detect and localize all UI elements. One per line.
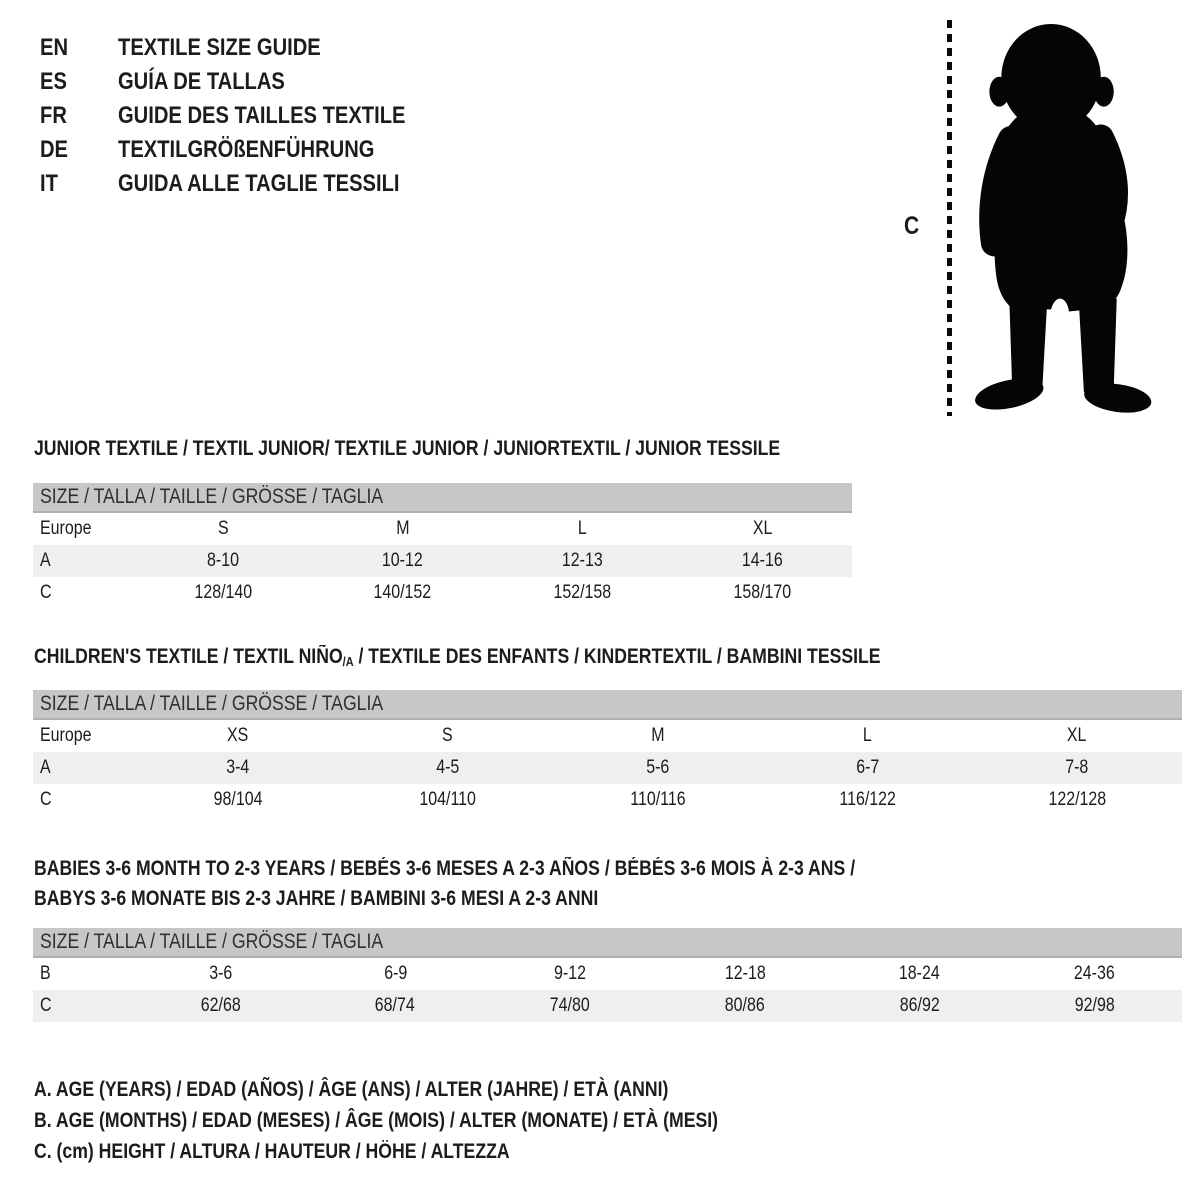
guide-title-de: TEXTILGRÖßENFÜHRUNG bbox=[118, 136, 375, 163]
height-measure-line bbox=[947, 20, 952, 416]
table-cell: 8-10 bbox=[206, 550, 239, 571]
table-cell: XL bbox=[1067, 725, 1087, 746]
babies-section-title-line1: BABIES 3-6 MONTH TO 2-3 YEARS / BEBÉS 3-6 MESES A 2-3 AÑOS / BÉBÉS 3-6 MOIS À 2-3 ANS / bbox=[34, 857, 856, 880]
table-cell: 4-5 bbox=[436, 757, 460, 778]
row-label: Europe bbox=[40, 518, 92, 539]
language-code: ES bbox=[40, 68, 67, 95]
table-row-europe bbox=[33, 513, 852, 545]
table-cell: 18-24 bbox=[899, 963, 941, 984]
table-cell: 74/80 bbox=[550, 995, 591, 1016]
table-cell: 6-7 bbox=[855, 757, 879, 778]
title-subscript: /A bbox=[342, 654, 354, 669]
legend-line-a: A. AGE (YEARS) / EDAD (AÑOS) / ÂGE (ANS) / ALTER (JAHRE) / ETÀ (ANNI) bbox=[34, 1077, 669, 1101]
children-size-table bbox=[33, 690, 1182, 816]
table-row-height bbox=[33, 990, 1182, 1022]
table-cell: 3-4 bbox=[226, 757, 250, 778]
table-cell: 80/86 bbox=[724, 995, 765, 1016]
language-row bbox=[40, 133, 460, 167]
language-title-list bbox=[40, 31, 460, 201]
table-cell: 98/104 bbox=[213, 789, 263, 810]
row-label: Europe bbox=[40, 725, 92, 746]
table-cell: 62/68 bbox=[200, 995, 241, 1016]
table-cell: 86/92 bbox=[899, 995, 940, 1016]
guide-title-en: TEXTILE SIZE GUIDE bbox=[118, 34, 321, 61]
language-row bbox=[40, 65, 460, 99]
size-header-band: SIZE / TALLA / TAILLE / GRÖSSE / TAGLIA bbox=[33, 483, 852, 513]
table-cell: 116/122 bbox=[839, 789, 896, 810]
table-row-age bbox=[33, 752, 1182, 784]
babies-section-title-line2: BABYS 3-6 MONATE BIS 2-3 JAHRE / BAMBINI 3-6 MESI A 2-3 ANNI bbox=[34, 887, 599, 910]
table-cell: M bbox=[650, 725, 665, 746]
table-cell: M bbox=[395, 518, 410, 539]
table-cell: 140/152 bbox=[373, 582, 432, 603]
table-cell: 9-12 bbox=[554, 963, 587, 984]
table-cell: 10-12 bbox=[382, 550, 424, 571]
language-row bbox=[40, 99, 460, 133]
junior-size-table bbox=[33, 483, 852, 609]
table-cell: 24-36 bbox=[1074, 963, 1115, 984]
table-cell: 12-18 bbox=[724, 963, 766, 984]
row-label: C bbox=[40, 995, 52, 1016]
table-cell: 14-16 bbox=[741, 550, 783, 571]
junior-section-title: JUNIOR TEXTILE / TEXTIL JUNIOR/ TEXTILE JUNIOR / JUNIORTEXTIL / JUNIOR TESSILE bbox=[34, 437, 781, 460]
size-header-band: SIZE / TALLA / TAILLE / GRÖSSE / TAGLIA bbox=[33, 928, 1182, 958]
row-label: A bbox=[40, 550, 51, 571]
table-row-age-months bbox=[33, 958, 1182, 990]
table-cell: 6-9 bbox=[383, 963, 407, 984]
language-code: FR bbox=[40, 102, 67, 129]
babies-size-table bbox=[33, 928, 1182, 1022]
guide-title-fr: GUIDE DES TAILLES TEXTILE bbox=[118, 102, 406, 129]
table-row-europe bbox=[33, 720, 1182, 752]
table-cell: L bbox=[862, 725, 872, 746]
table-cell: 7-8 bbox=[1065, 757, 1089, 778]
children-section-title: CHILDREN'S TEXTILE / TEXTIL NIÑO/A / TEXTILE DES ENFANTS / KINDERTEXTIL / BAMBINI TESSILE bbox=[34, 645, 881, 669]
table-cell: 128/140 bbox=[194, 582, 252, 603]
table-row-height bbox=[33, 577, 852, 609]
table-cell: 92/98 bbox=[1074, 995, 1115, 1016]
table-cell: 152/158 bbox=[553, 582, 612, 603]
language-row bbox=[40, 31, 460, 65]
row-label: C bbox=[40, 582, 52, 603]
language-code: EN bbox=[40, 34, 69, 61]
table-cell: 122/128 bbox=[1048, 789, 1106, 810]
row-label: A bbox=[40, 757, 51, 778]
table-cell: 158/170 bbox=[733, 582, 791, 603]
height-measure-label: C bbox=[904, 212, 920, 240]
table-cell: 3-6 bbox=[208, 963, 232, 984]
table-cell: 12-13 bbox=[561, 550, 603, 571]
legend-line-b: B. AGE (MONTHS) / EDAD (MESES) / ÂGE (MOIS) / ALTER (MONATE) / ETÀ (MESI) bbox=[34, 1108, 719, 1132]
table-cell: 104/110 bbox=[419, 789, 476, 810]
table-cell: 68/74 bbox=[375, 995, 416, 1016]
table-cell: XS bbox=[227, 725, 249, 746]
table-row-age bbox=[33, 545, 852, 577]
row-label: C bbox=[40, 789, 52, 810]
table-cell: XL bbox=[752, 518, 772, 539]
legend-line-c: C. (cm) HEIGHT / ALTURA / HAUTEUR / HÖHE / ALTEZZA bbox=[34, 1139, 510, 1163]
table-cell: S bbox=[217, 518, 229, 539]
measure-legend bbox=[34, 1074, 848, 1167]
language-code: IT bbox=[40, 170, 58, 197]
toddler-silhouette-icon bbox=[963, 22, 1163, 420]
table-row-height bbox=[33, 784, 1182, 816]
language-row bbox=[40, 167, 460, 201]
table-cell: 110/116 bbox=[629, 789, 686, 810]
row-label: B bbox=[40, 963, 51, 984]
table-cell: S bbox=[442, 725, 454, 746]
table-cell: L bbox=[577, 518, 587, 539]
size-header-band: SIZE / TALLA / TAILLE / GRÖSSE / TAGLIA bbox=[33, 690, 1182, 720]
guide-title-it: GUIDA ALLE TAGLIE TESSILI bbox=[118, 170, 400, 197]
table-cell: 5-6 bbox=[645, 757, 670, 778]
language-code: DE bbox=[40, 136, 69, 163]
guide-title-es: GUÍA DE TALLAS bbox=[118, 68, 285, 95]
